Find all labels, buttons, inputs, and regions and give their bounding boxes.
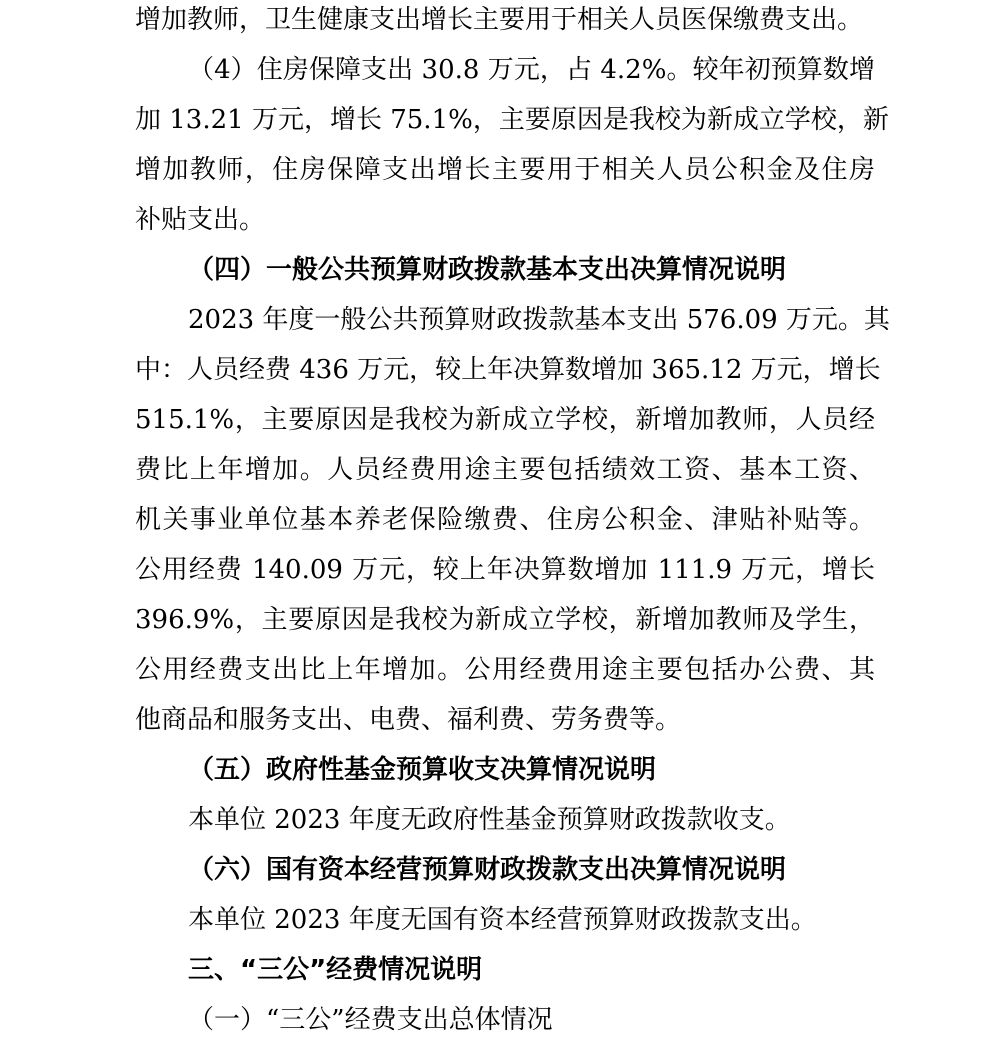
paragraph-line: 本单位 2023 年度无政府性基金预算财政拨款收支。 <box>188 805 791 835</box>
paragraph-line: 本单位 2023 年度无国有资本经营预算财政拨款支出。 <box>188 905 817 935</box>
paragraph-line: 增加教师，卫生健康支出增长主要用于相关人员医保缴费支出。 <box>135 5 864 35</box>
paragraph-line: 公用经费支出比上年增加。公用经费用途主要包括办公费、其 <box>135 655 875 685</box>
chapter-heading: 三、“三公”经费情况说明 <box>188 955 483 985</box>
paragraph-line: 公用经费 140.09 万元，较上年决算数增加 111.9 万元，增长 <box>135 555 875 585</box>
paragraph-line: 他商品和服务支出、电费、福利费、劳务费等。 <box>135 705 682 735</box>
paragraph-line: 加 13.21 万元，增长 75.1%，主要原因是我校为新成立学校，新 <box>135 105 889 135</box>
subsection-heading: （一）“三公”经费支出总体情况 <box>188 1005 553 1035</box>
paragraph-line: 515.1%，主要原因是我校为新成立学校，新增加教师，人员经 <box>135 405 875 435</box>
paragraph-line: 396.9%，主要原因是我校为新成立学校，新增加教师及学生， <box>135 605 875 635</box>
paragraph-line: 费比上年增加。人员经费用途主要包括绩效工资、基本工资、 <box>135 455 875 485</box>
section-heading: （六）国有资本经营预算财政拨款支出决算情况说明 <box>188 855 787 885</box>
section-heading: （四）一般公共预算财政拨款基本支出决算情况说明 <box>188 255 787 285</box>
paragraph-line: 增加教师，住房保障支出增长主要用于相关人员公积金及住房 <box>135 155 875 185</box>
paragraph-line: 补贴支出。 <box>135 205 266 235</box>
paragraph-line: （4）住房保障支出 30.8 万元，占 4.2%。较年初预算数增 <box>188 55 875 85</box>
paragraph-line: 中：人员经费 436 万元，较上年决算数增加 365.12 万元，增长 <box>135 355 881 385</box>
paragraph-line: 2023 年度一般公共预算财政拨款基本支出 576.09 万元。其 <box>188 305 890 335</box>
paragraph-line: 机关事业单位基本养老保险缴费、住房公积金、津贴补贴等。 <box>135 505 875 535</box>
section-heading: （五）政府性基金预算收支决算情况说明 <box>188 755 657 785</box>
